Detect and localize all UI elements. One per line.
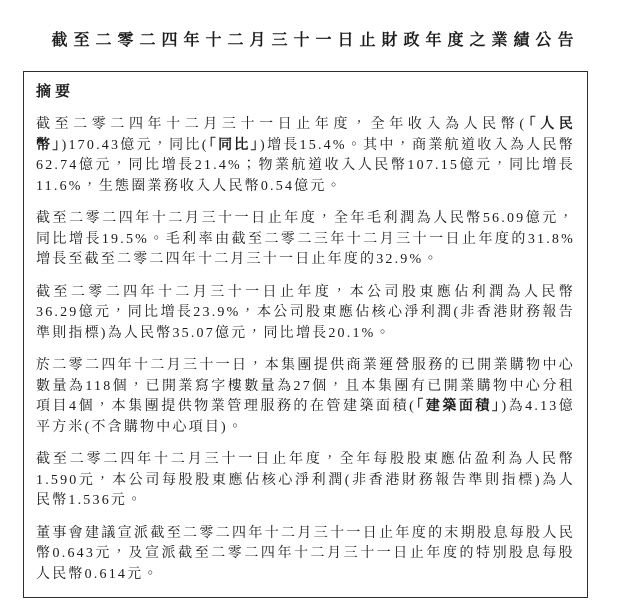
summary-paragraph-shareholder-profit (36, 283, 575, 345)
summary-paragraph-operations-scale (36, 356, 575, 438)
summary-paragraph-dividend (36, 524, 575, 586)
summary-box (23, 71, 588, 598)
summary-heading: 摘要 (36, 84, 75, 100)
defined-term-bold: 「同比」 (208, 137, 260, 153)
text-run: 截至二零二四年十二月三十一日止年度，全年毛利潤為人民幣56.09億元，同比增長19.5%。毛利率由截至二零二三年十二月三十一日止年度的31.8%增長至截至二零二四年十二月三十一日止年度的32.9%。 (36, 211, 575, 267)
text-run: )增長15.4%。其中，商業航道收入為人民幣62.74億元，同比增長21.4%；物業航道收入人民幣107.15億元，同比增長11.6%，生態圈業務收入人民幣0.54億元。 (36, 137, 575, 194)
text-run: )為4.13億平方米(不含購物中心項目)。 (36, 399, 575, 435)
defined-term-bold: 「建築面積」 (415, 399, 502, 414)
summary-paragraph-earnings-per-share (36, 450, 575, 512)
defined-term-bold: 「人民幣」 (36, 117, 575, 153)
summary-paragraph-revenue (36, 115, 575, 197)
text-run: 截至二零二四年十二月三十一日止年度，本公司股東應佔利潤為人民幣36.29億元，同比增長23.9%，本公司股東應佔核心淨利潤(非香港財務報告準則指標)為人民幣35.07億元，同比增長20.1%。 (36, 284, 575, 341)
text-run: 截至二零二四年十二月三十一日止年度，全年每股股東應佔盈利為人民幣1.590元，本公司每股股東應佔核心淨利潤(非香港財務報告準則指標)為人民幣1.536元。 (36, 452, 575, 508)
text-run: 截至二零二四年十二月三十一日止年度，全年收入為人民幣( (36, 117, 527, 132)
text-run: 董事會建議宣派截至二零二四年十二月三十一日止年度的末期股息每股人民幣0.643元，及宣派截至二零二四年十二月三十一日止年度的特別股息每股人民幣0.614元。 (36, 525, 575, 582)
text-run: 於二零二四年十二月三十一日，本集團提供商業運營服務的已開業購物中心數量為118個，已開業寫字樓數量為27個，且本集團有已開業購物中心分租項目4個，本集團提供物業管理服務的在管建築面積( (36, 358, 575, 414)
summary-paragraph-gross-profit (36, 209, 575, 271)
text-run: )170.43億元，同比( (61, 137, 209, 153)
page-title: 截至二零二四年十二月三十一日止財政年度之業績公告 (51, 32, 580, 49)
